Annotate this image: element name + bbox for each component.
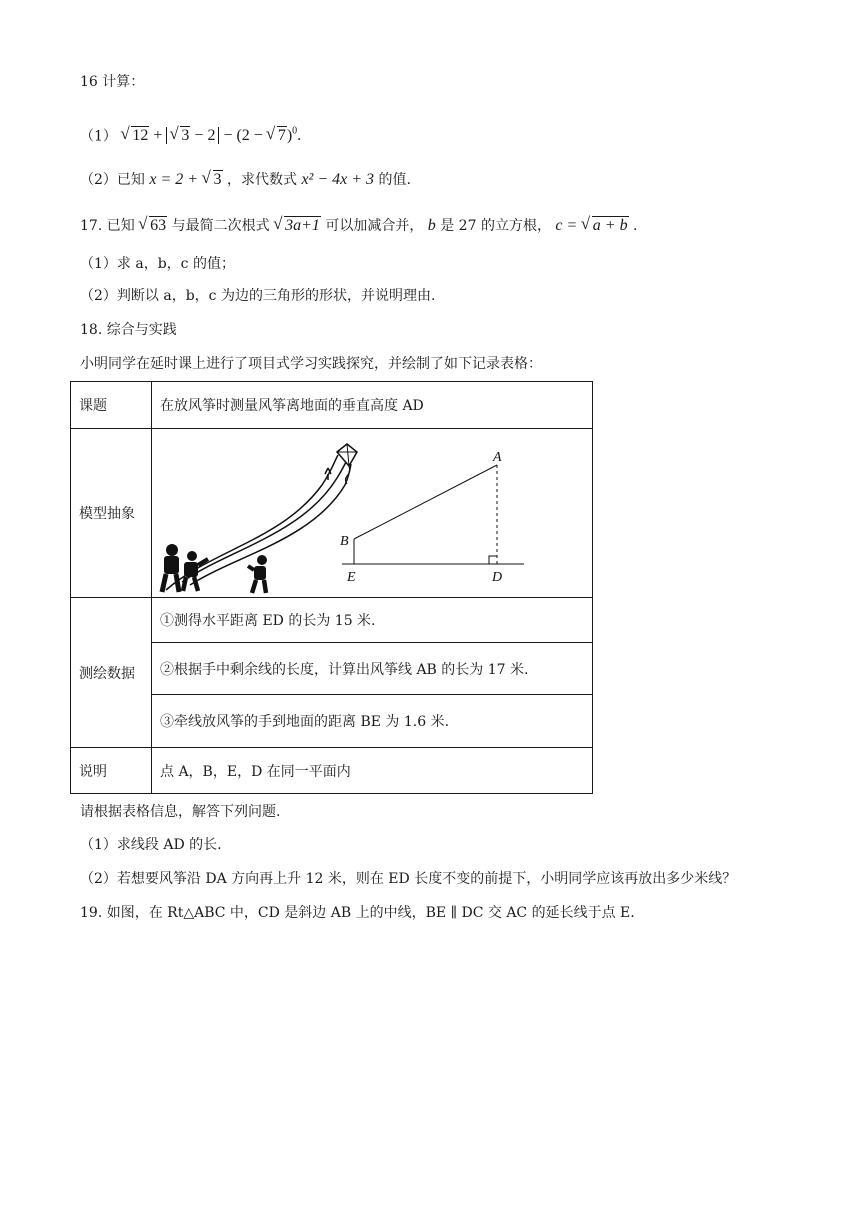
- geometry-model: [342, 465, 524, 564]
- q16-part2: [80, 170, 411, 190]
- q18-after: 请根据表格信息，解答下列问题.: [80, 804, 281, 820]
- q18-number: 18.: [80, 322, 103, 338]
- q16-p2-mid: ，求代数式: [226, 172, 297, 188]
- q17-text-d: 是 27 的立方根，: [440, 218, 551, 234]
- const-2b: 2: [241, 127, 250, 145]
- radicand-7: 7: [277, 127, 286, 145]
- row-head-note: 说明: [71, 748, 152, 794]
- radicand-3: 3: [181, 127, 190, 145]
- right-angle-mark: [489, 556, 497, 564]
- row-head-topic: 课题: [71, 382, 152, 429]
- q18-title: 综合与实践: [106, 322, 177, 338]
- q17-part2: （2）判断以 a，b，c 为边的三角形的形状，并说明理由.: [80, 288, 436, 304]
- row-head-model: 模型抽象: [71, 429, 152, 598]
- data-item-2: ②根据手中剩余线的长度，计算出风筝线 AB 的长为 17 米.: [152, 643, 593, 695]
- model-figure-cell: [152, 429, 593, 598]
- segment-ab: [354, 465, 497, 539]
- label-d: D: [492, 569, 503, 585]
- q17-text-a: 已知: [106, 218, 135, 234]
- q16-heading: [80, 72, 144, 92]
- q19-number: 19.: [80, 905, 103, 921]
- data-item-1: ①测得水平距离 ED 的长为 15 米.: [152, 598, 593, 643]
- q17-radicand-ab: a + b: [592, 217, 628, 234]
- q17-part1: （1）求 a，b，c 的值；: [80, 256, 235, 272]
- q17-b-var: b: [427, 217, 436, 234]
- q16-p2-end: 的值.: [378, 172, 411, 188]
- q17-text-b: 与最简二次根式: [171, 218, 270, 234]
- q17-c-expr: c =: [555, 217, 578, 234]
- q16-p1-expression: √ 12 + √ 3 − 2 − (2 − √ 7)$^0$.: [121, 127, 301, 144]
- q16-p2-label: （2）已知: [80, 172, 145, 188]
- q16-p2-radicand: 3: [213, 171, 222, 188]
- kite-flyers-illustration: [162, 444, 357, 593]
- q16-title: 计算：: [102, 74, 145, 90]
- table-row: [71, 382, 593, 429]
- note-text: 点 A，B，E，D 在同一平面内: [152, 748, 593, 794]
- table-row: [71, 748, 593, 794]
- q18-intro: 小明同学在延时课上进行了项目式学习实践探究，并绘制了如下记录表格：: [80, 356, 542, 372]
- data-item-3: ③牵线放风筝的手到地面的距离 BE 为 1.6 米.: [152, 695, 593, 748]
- label-e: E: [347, 569, 356, 585]
- q18-heading: [80, 320, 177, 340]
- q19-stem: [80, 903, 635, 923]
- q19-text: 如图，在 Rt△ABC 中，CD 是斜边 AB 上的中线，BE ∥ DC 交 AC 的延长线于点 E.: [106, 905, 635, 921]
- q17-text-c: 可以加减合并，: [325, 218, 424, 234]
- q17-radicand-63: 63: [150, 217, 167, 234]
- exponent-0: 0: [292, 126, 298, 137]
- q16-p2-expr: x² − 4x + 3: [301, 171, 375, 188]
- table-row: [71, 598, 593, 643]
- q16-p1-label: （1）: [80, 128, 117, 145]
- const-2: 2: [207, 127, 216, 145]
- record-table: [70, 381, 593, 794]
- q17-number: 17.: [80, 218, 103, 234]
- q18-part2: （2）若想要风筝沿 DA 方向再上升 12 米，则在 ED 长度不变的前提下，小明同学应该再放出多少米线？: [80, 871, 737, 887]
- q16-part1: [80, 122, 301, 146]
- label-a: A: [493, 449, 502, 465]
- q16-number: 16: [80, 74, 98, 90]
- radicand-12: 12: [132, 127, 149, 145]
- q18-part1: （1）求线段 AD 的长.: [80, 837, 222, 853]
- q17-text-e: .: [633, 218, 638, 234]
- topic-text: 在放风筝时测量风筝离地面的垂直高度 AD: [152, 382, 593, 429]
- row-head-data: 测绘数据: [71, 598, 152, 748]
- q17-stem: [80, 216, 637, 236]
- q17-radicand-3a1: 3a+1: [285, 217, 320, 234]
- label-b: B: [340, 533, 349, 549]
- table-row: [71, 429, 593, 598]
- q16-p2-var: x = 2 +: [149, 171, 199, 188]
- model-figure: [152, 430, 592, 597]
